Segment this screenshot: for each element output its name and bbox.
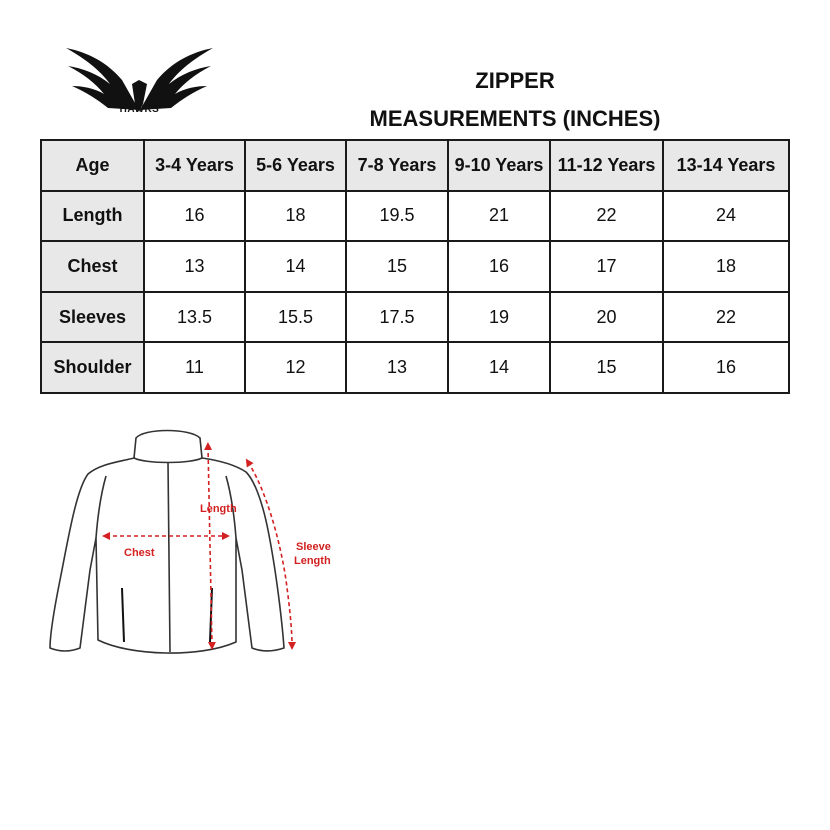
jacket-outline-icon <box>40 420 360 670</box>
table-cell: 15 <box>550 342 663 393</box>
column-header: 7-8 Years <box>346 140 448 191</box>
chest-label: Chest <box>124 547 155 559</box>
table-cell: 20 <box>550 292 663 343</box>
row-header: Sleeves <box>41 292 144 343</box>
table-row <box>41 191 789 242</box>
table-cell: 22 <box>663 292 789 343</box>
table-cell: 16 <box>663 342 789 393</box>
column-header: 11-12 Years <box>550 140 663 191</box>
row-header: Shoulder <box>41 342 144 393</box>
table-cell: 16 <box>448 241 550 292</box>
table-row <box>41 292 789 343</box>
table-cell: 17 <box>550 241 663 292</box>
column-header: 13-14 Years <box>663 140 789 191</box>
table-cell: 21 <box>448 191 550 242</box>
table-cell: 18 <box>663 241 789 292</box>
table-cell: 11 <box>144 342 245 393</box>
column-header: 9-10 Years <box>448 140 550 191</box>
column-header: 5-6 Years <box>245 140 346 191</box>
column-header: 3-4 Years <box>144 140 245 191</box>
table-cell: 13 <box>346 342 448 393</box>
table-cell: 17.5 <box>346 292 448 343</box>
table-cell: 15 <box>346 241 448 292</box>
measurements-title: MEASUREMENTS (INCHES) <box>369 106 661 131</box>
table-cell: 24 <box>663 191 789 242</box>
product-title: ZIPPER <box>475 68 555 93</box>
table-cell: 16 <box>144 191 245 242</box>
table-cell: 22 <box>550 191 663 242</box>
sleeve-label-line2: Length <box>294 555 331 567</box>
table-cell: 13 <box>144 241 245 292</box>
corner-header: Age <box>41 140 144 191</box>
table-header-row <box>41 140 789 191</box>
row-header: Length <box>41 191 144 242</box>
table-cell: 14 <box>448 342 550 393</box>
table-cell: 15.5 <box>245 292 346 343</box>
length-label: Length <box>200 503 237 515</box>
size-chart-table <box>40 139 790 394</box>
table-cell: 12 <box>245 342 346 393</box>
table-row <box>41 342 789 393</box>
table-cell: 19.5 <box>346 191 448 242</box>
table-row <box>41 241 789 292</box>
table-cell: 13.5 <box>144 292 245 343</box>
table-cell: 14 <box>245 241 346 292</box>
table-cell: 18 <box>245 191 346 242</box>
sleeve-label-line1: Sleeve <box>296 541 331 553</box>
brand-name: HAWKS <box>119 104 160 115</box>
row-header: Chest <box>41 241 144 292</box>
table-cell: 19 <box>448 292 550 343</box>
